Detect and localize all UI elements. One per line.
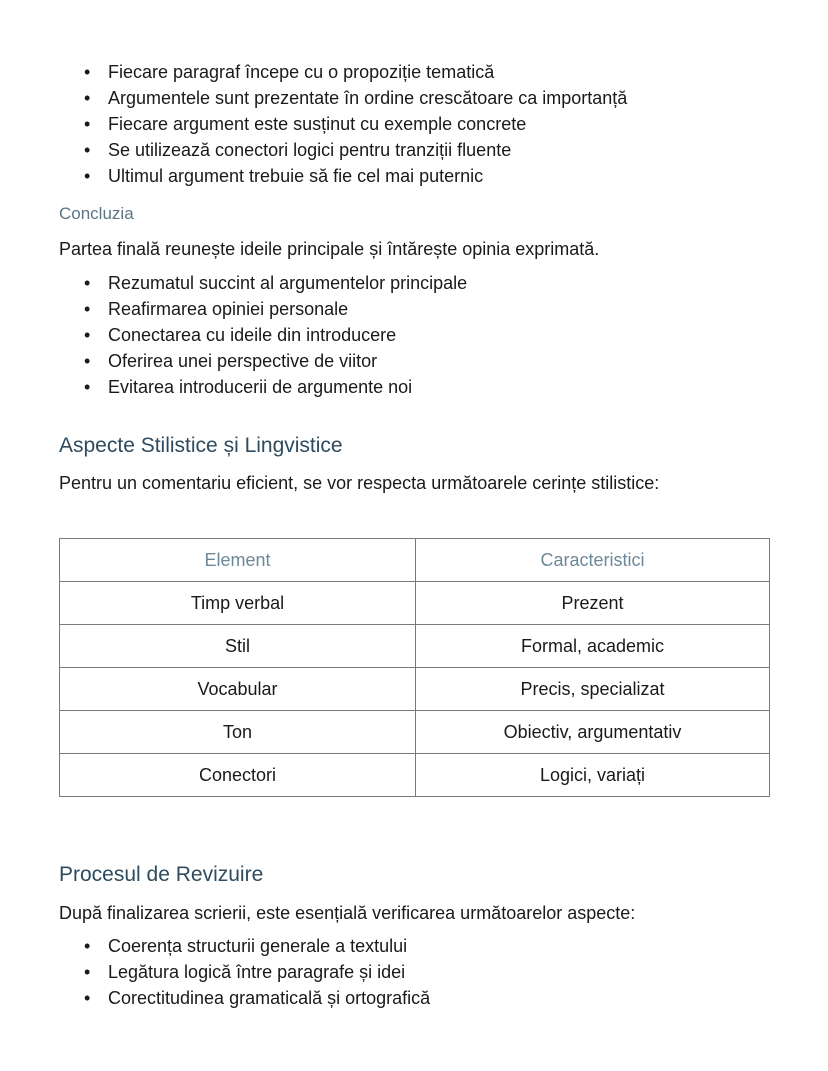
list-item: • Corectitudinea gramaticală și ortografică [84, 985, 430, 1011]
table-row [60, 582, 770, 625]
argument-list [84, 59, 627, 189]
column-header-element: Element [60, 539, 416, 582]
table-cell: Precis, specializat [416, 668, 770, 711]
table-cell: Vocabular [60, 668, 416, 711]
list-item: • Conectarea cu ideile din introducere [84, 322, 467, 348]
table-cell: Ton [60, 711, 416, 754]
column-header-characteristics: Caracteristici [416, 539, 770, 582]
stylistic-table [59, 538, 770, 797]
table-cell: Logici, variați [416, 754, 770, 797]
table-row [60, 711, 770, 754]
revision-heading: Procesul de Revizuire [59, 863, 264, 886]
table-cell: Stil [60, 625, 416, 668]
list-item: • Ultimul argument trebuie să fie cel mai puternic [84, 163, 627, 189]
table-cell: Prezent [416, 582, 770, 625]
list-item: • Fiecare argument este susținut cu exemple concrete [84, 111, 627, 137]
list-item: • Se utilizează conectori logici pentru tranziții fluente [84, 137, 627, 163]
table-row [60, 668, 770, 711]
conclusion-intro: Partea finală reunește ideile principale și întărește opinia exprimată. [59, 239, 600, 259]
list-item: • Rezumatul succint al argumentelor principale [84, 270, 467, 296]
list-item: • Reafirmarea opiniei personale [84, 296, 467, 322]
list-item: • Oferirea unei perspective de viitor [84, 348, 467, 374]
list-item: • Legătura logică între paragrafe și idei [84, 959, 430, 985]
list-item: • Evitarea introducerii de argumente noi [84, 374, 467, 400]
table-cell: Formal, academic [416, 625, 770, 668]
table-row [60, 754, 770, 797]
list-item: • Argumentele sunt prezentate în ordine crescătoare ca importanță [84, 85, 627, 111]
conclusion-heading: Concluzia [59, 204, 134, 223]
revision-intro: După finalizarea scrierii, este esențială verificarea următoarelor aspecte: [59, 903, 636, 923]
table-cell: Timp verbal [60, 582, 416, 625]
stylistic-heading: Aspecte Stilistice și Lingvistice [59, 434, 343, 457]
conclusion-list [84, 270, 467, 400]
table-cell: Obiectiv, argumentativ [416, 711, 770, 754]
table-cell: Conectori [60, 754, 416, 797]
list-item: • Coerența structurii generale a textului [84, 933, 430, 959]
list-item: • Fiecare paragraf începe cu o propoziție tematică [84, 59, 627, 85]
table-row [60, 625, 770, 668]
table-header-row [60, 539, 770, 582]
revision-list [84, 933, 430, 1011]
stylistic-intro: Pentru un comentariu eficient, se vor respecta următoarele cerințe stilistice: [59, 473, 660, 493]
